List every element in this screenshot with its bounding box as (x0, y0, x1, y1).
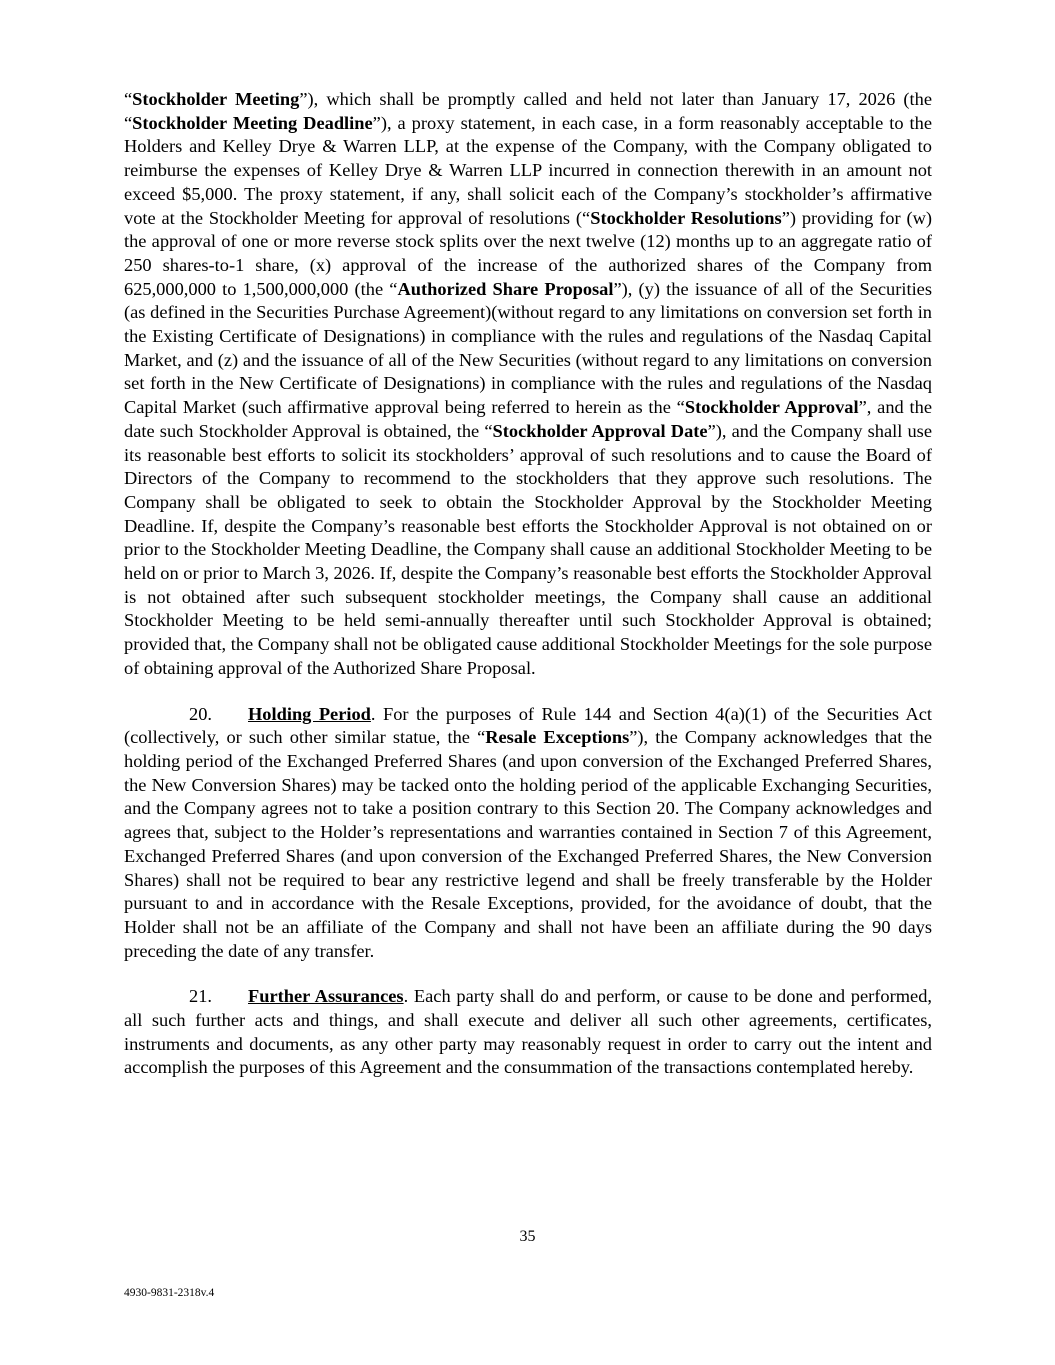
text-run: ”, and the date such Stockholder Approval is obtained, the “ (124, 397, 932, 441)
section-number: 21. (189, 986, 212, 1007)
defined-term-stockholder-approval: Stockholder Approval (684, 397, 859, 418)
section-number: 20. (189, 703, 212, 724)
defined-term-stockholder-approval-date: Stockholder Approval Date (492, 420, 708, 441)
text-run: ”) providing for (w) the approval of one or more reverse stock splits over the next twelve (12) months up to an aggregate ratio of 250 shares-to-1 share, (x) approval of the increase of the authorized shares of the Company from 625,000,000 to 1,500,000,000 (the “ (124, 207, 932, 299)
defined-term-authorized-share-proposal: Authorized Share Proposal (397, 278, 614, 299)
text-run: . Each party shall do and perform, or cause to be done and performed, all such further acts and things, and shall execute and deliver all such other agreements, certificates, instruments and documents, as any other party may reasonably request in order to carry out the intent and accomplish the purposes of this Agreement and the consummation of the transactions contemplated hereby. (124, 986, 932, 1078)
defined-term-stockholder-meeting-deadline: Stockholder Meeting Deadline (132, 112, 373, 133)
paragraph-stockholder-meeting (124, 88, 932, 681)
document-id: 4930-9831-2318v.4 (124, 1287, 215, 1299)
text-run: ”), the Company acknowledges that the holding period of the Exchanged Preferred Shares (and upon conversion of the Exchanged Preferred Shares, the New Conversion Shares) may be tacked onto the holding period of the applicable Exchanging Securities, and the Company agrees not to take a position contrary to this Section 20. The Company acknowledges and agrees that, subject to the Holder’s representations and warranties contained in Section 7 of this Agreement, Exchanged Preferred Shares (and upon conversion of the Exchanged Preferred Shares, the New Conversion Shares) shall not be required to bear any restrictive legend and shall be freely transferable by the Holder pursuant to and in accordance with the Resale Exceptions, provided, for the avoidance of doubt, that the Holder shall not be an affiliate of the Company and shall not have been an affiliate during the 90 days preceding the date of any transfer. (124, 727, 932, 961)
section-21-further-assurances (124, 985, 932, 1080)
page-number: 35 (519, 1228, 536, 1245)
text-run: ”), and the Company shall use its reasonable best efforts to solicit its stockholders’ approval of such resolutions and to cause the Board of Directors of the Company to recommend to the stockholders that they approve such resolutions. The Company shall be obligated to seek to obtain the Stockholder Approval by the Stockholder Meeting Deadline. If, despite the Company’s reasonable best efforts the Stockholder Approval is not obtained on or prior to the Stockholder Meeting Deadline, the Company shall cause an additional Stockholder Meeting to be held on or prior to March 3, 2026. If, despite the Company’s reasonable best efforts the Stockholder Approval is not obtained after such subsequent stockholder meetings, the Company shall cause an additional Stockholder Meeting to be held semi-annually thereafter until such Stockholder Approval is obtained; provided that, the Company shall not be obligated cause additional Stockholder Meetings for the sole purpose of obtaining approval of the Authorized Share Proposal. (124, 420, 932, 678)
text-run: ”), which shall be promptly called and held not later than January 17, 2026 (the “ (124, 89, 932, 133)
section-title: Holding Period (248, 703, 371, 724)
section-20-holding-period (124, 703, 932, 964)
text-run: . For the purposes of Rule 144 and Section 4(a)(1) of the Securities Act (collectively, or such other similar statue, the “ (124, 703, 932, 748)
text-run: ”), (y) the issuance of all of the Securities (as defined in the Securities Purchase Agreement)(without regard to any limitations on conversion set forth in the Existing Certificate of Designations) in compliance with the rules and regulations of the Nasdaq Capital Market, and (z) and the issuance of all of the New Securities (without regard to any limitations on conversion set forth in the New Certificate of Designations) in compliance with the rules and regulations of the Nasdaq Capital Market (such affirmative approval being referred to herein as the “ (124, 278, 933, 418)
defined-term-resale-exceptions: Resale Exceptions (485, 727, 630, 748)
defined-term-stockholder-resolutions: Stockholder Resolutions (590, 207, 782, 228)
text-run: ”), a proxy statement, in each case, in a form reasonably acceptable to the Holders and Kelley Drye & Warren LLP, at the expense of the Company, with the Company obligated to reimburse the expenses of Kelley Drye & Warren LLP incurred in connection therewith in an amount not exceed $5,000. The proxy statement, if any, shall solicit each of the Company’s stockholder’s affirmative vote at the Stockholder Meeting for approval of resolutions (“ (124, 112, 932, 228)
document-body (124, 88, 932, 1102)
defined-term-stockholder-meeting: Stockholder Meeting (132, 89, 300, 109)
text-run: “ (124, 89, 133, 109)
section-title: Further Assurances (248, 986, 404, 1007)
